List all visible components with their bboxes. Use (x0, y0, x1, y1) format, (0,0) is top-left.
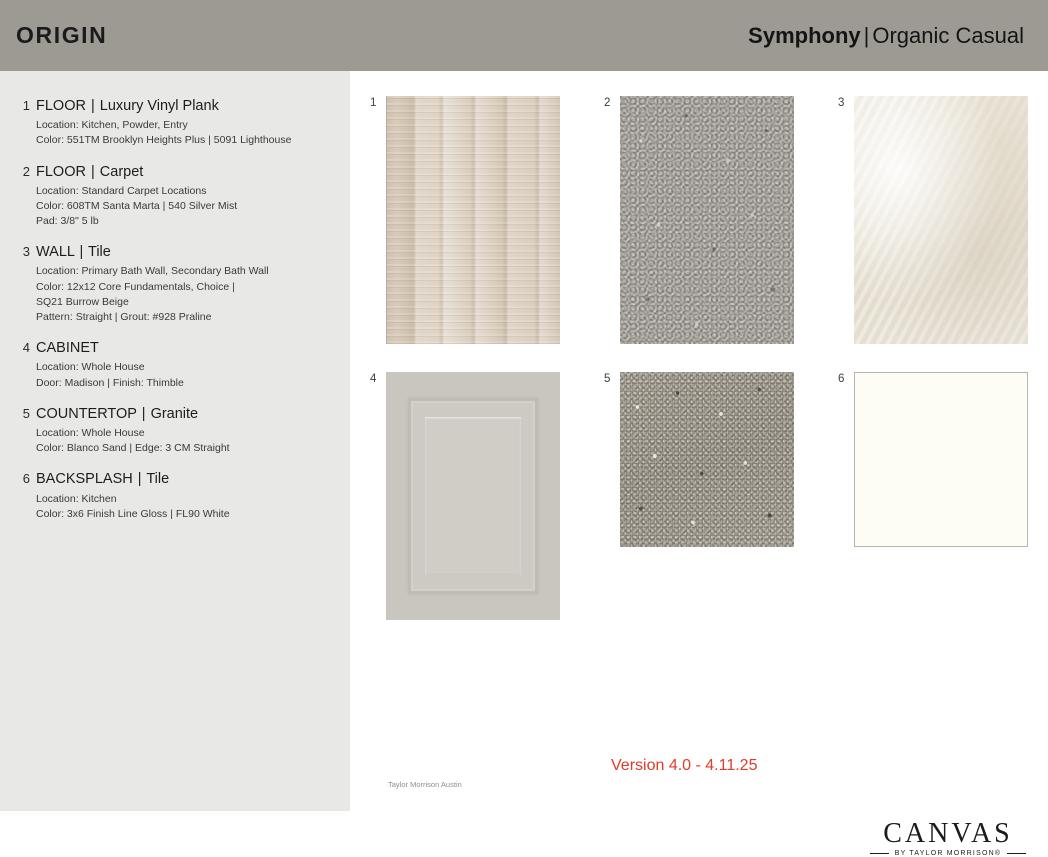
spec-detail-line: Location: Kitchen (36, 492, 117, 505)
spec-type: Granite (150, 405, 199, 422)
spec-item-countertop (14, 405, 336, 457)
collection-title (748, 23, 1024, 49)
spec-separator: | (137, 471, 142, 488)
spec-title (36, 470, 336, 488)
spec-type: Carpet (99, 163, 144, 180)
spec-number: 4 (22, 340, 30, 356)
canvas-logo (870, 819, 1026, 857)
rule-left (870, 853, 889, 854)
spec-detail-line: Location: Kitchen, Powder, Entry (36, 119, 188, 132)
spec-type: Tile (88, 244, 111, 261)
granite-countertop-swatch (620, 372, 794, 547)
spec-separator: | (79, 244, 84, 261)
spec-separator: | (90, 98, 95, 114)
spec-number: 2 (22, 163, 30, 179)
spec-title (36, 339, 336, 357)
spec-item-backsplash (14, 470, 336, 522)
sample-index: 4 (370, 373, 377, 385)
spec-category: WALL (36, 244, 75, 261)
version-label: Version 4.0 - 4.11.25 (611, 757, 758, 774)
spec-detail-line: Pattern: Straight | Grout: #928 Praline (36, 311, 212, 324)
rule-right (1007, 853, 1026, 854)
collection-divider: | (863, 22, 870, 48)
collection-name: Symphony (748, 22, 861, 48)
spec-item-floor-lvp (14, 97, 336, 149)
spec-category: FLOOR (36, 163, 86, 180)
spec-separator: | (90, 163, 95, 180)
cabinet-door-frame (408, 398, 538, 594)
spec-type: Tile (146, 471, 170, 488)
canvas-logo-word: CANVAS (883, 818, 1013, 849)
spec-number: 5 (22, 405, 30, 421)
backsplash-tile-swatch (854, 372, 1028, 547)
sample-cell-5 (604, 372, 794, 620)
spec-detail-line: Color: 3x6 Finish Line Gloss | FL90 White (36, 507, 230, 520)
sample-cell-6 (838, 372, 1028, 620)
spec-separator: | (141, 405, 146, 422)
canvas-logo-subtitle: BY TAYLOR MORRISON® (894, 850, 1002, 857)
sample-index: 1 (370, 97, 377, 109)
spec-number: 3 (22, 244, 30, 260)
spec-detail-line: Pad: 3/8" 5 lb (36, 215, 99, 228)
spec-detail-line: Color: 608TM Santa Marta | 540 Silver Mist (36, 199, 238, 212)
spec-number: 1 (22, 98, 30, 113)
spec-detail-line: Color: 551TM Brooklyn Heights Plus | 5091 Lighthouse (36, 134, 292, 147)
sample-cell-3 (838, 96, 1028, 344)
spec-detail-line: Color: 12x12 Core Fundamentals, Choice | (36, 280, 235, 293)
spec-item-wall-tile (14, 243, 336, 325)
samples-grid (370, 96, 1026, 648)
spec-item-floor-carpet (14, 163, 336, 230)
spec-detail-line: Location: Primary Bath Wall, Secondary Bath Wall (36, 265, 269, 278)
spec-detail-line: Door: Madison | Finish: Thimble (36, 376, 184, 389)
spec-title (36, 97, 336, 115)
samples-row (370, 96, 1026, 344)
luxury-vinyl-plank-swatch (386, 96, 560, 344)
cabinet-door-panel (425, 417, 521, 575)
spec-item-cabinet (14, 339, 336, 391)
sample-index: 3 (838, 97, 845, 109)
spec-type: Luxury Vinyl Plank (99, 98, 219, 114)
sample-index: 2 (604, 97, 611, 109)
specification-list (0, 71, 350, 811)
cabinet-door-swatch (386, 372, 560, 620)
builder-credit: Taylor Morrison Austin (388, 780, 462, 789)
spec-title (36, 405, 336, 423)
canvas-logo-rule-row (870, 850, 1026, 857)
collection-style: Organic Casual (872, 22, 1024, 48)
brand-title: ORIGIN (16, 22, 108, 48)
spec-detail-line: SQ21 Burrow Beige (36, 295, 129, 308)
spec-detail-line: Color: Blanco Sand | Edge: 3 CM Straight (36, 442, 230, 455)
spec-title (36, 163, 336, 181)
spec-detail-line: Location: Whole House (36, 427, 145, 440)
page-header (0, 0, 1048, 71)
spec-category: COUNTERTOP (36, 405, 137, 422)
sample-index: 6 (838, 373, 845, 385)
wall-tile-swatch (854, 96, 1028, 344)
sample-index: 5 (604, 373, 611, 385)
spec-detail-line: Location: Whole House (36, 361, 145, 374)
spec-category: BACKSPLASH (36, 471, 133, 488)
sample-cell-1 (370, 96, 560, 344)
spec-category: FLOOR (36, 98, 86, 114)
samples-row (370, 372, 1026, 620)
sample-cell-4 (370, 372, 560, 620)
spec-detail-line: Location: Standard Carpet Locations (36, 184, 207, 197)
sample-cell-2 (604, 96, 794, 344)
spec-title (36, 243, 336, 261)
spec-number: 6 (22, 471, 30, 487)
samples-panel (350, 71, 1048, 857)
carpet-swatch (620, 96, 794, 344)
spec-category: CABINET (36, 340, 99, 357)
